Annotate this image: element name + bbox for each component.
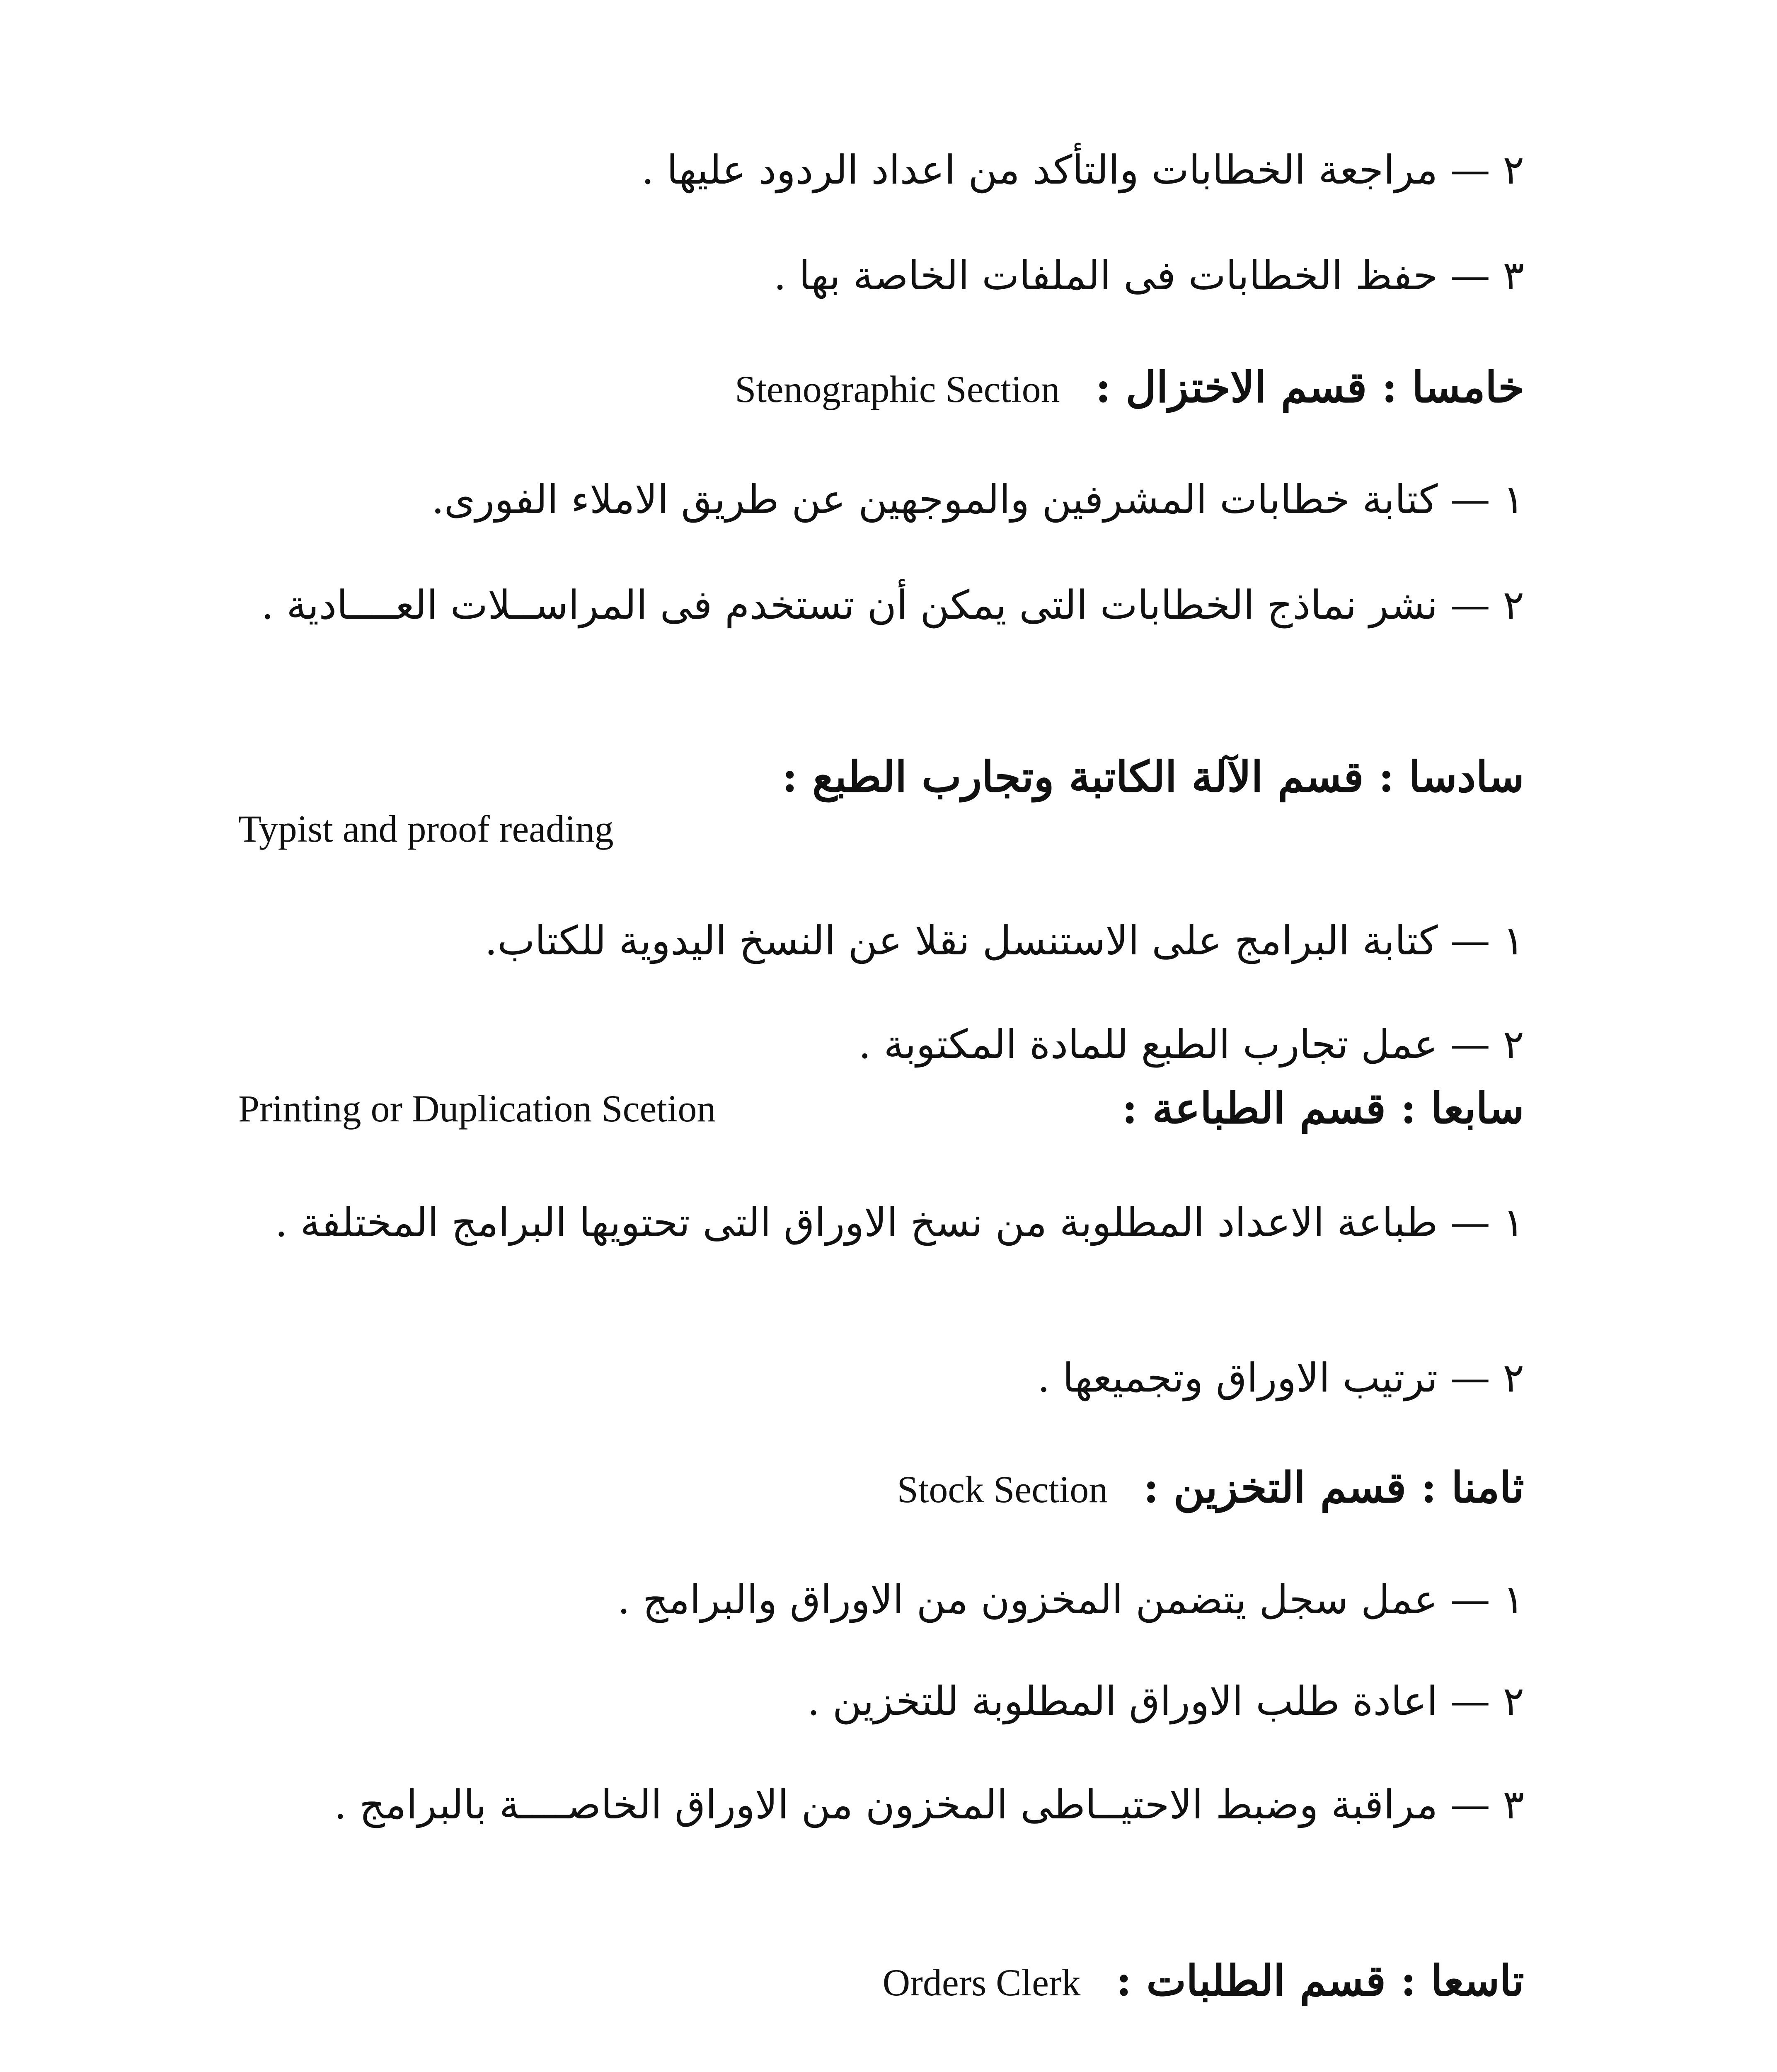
item-review-letters: ٢ — مراجعة الخطابات والتأكد من اعداد الردود عليها . [641, 147, 1524, 193]
item-stock-register: ١ — عمل سجل يتضمن المخزون من الاوراق والبرامج . [617, 1576, 1524, 1623]
item-reorder-papers: ٢ — اعادة طلب الاوراق المطلوبة للتخزين . [807, 1678, 1524, 1724]
section-title-ar: خامسا : قسم الاختزال : [1095, 363, 1524, 412]
section-heading-typist [198, 752, 1524, 802]
item-arrange-papers: ٢ — ترتيب الاوراق وتجميعها . [1037, 1355, 1524, 1401]
section-title-ar: ثامنا : قسم التخزين : [1143, 1463, 1524, 1513]
section-title-en: Stock Section [897, 1468, 1108, 1510]
item-send-student-requests [260, 2070, 1524, 2072]
section-heading-stock [198, 1463, 1524, 1514]
section-title-en: Printing or Duplication Scetion [238, 1087, 716, 1130]
item-print-copies: ١ — طباعة الاعداد المطلوبة من نسخ الاوراق التى تحتويها البرامج المختلفة . [275, 1199, 1524, 1246]
section-title-en: Orders Clerk [882, 1961, 1081, 2004]
section-title-ar: سابعا : قسم الطباعة : [1122, 1084, 1524, 1133]
item-file-letters: ٣ — حفظ الخطابات فى الملفات الخاصة بها . [773, 252, 1524, 299]
item-monitor-reserve: ٣ — مراقبة وضبط الاحتيــاطى المخزون من الاوراق الخاصــــة بالبرامج . [334, 1782, 1524, 1828]
item-publish-letter-templates: ٢ — نشر نماذج الخطابات التى يمكن أن تستخدم فى المراســلات العــــادية . [261, 582, 1524, 628]
item-write-supervisor-letters: ١ — كتابة خطابات المشرفين والموجهين عن طريق الاملاء الفورى. [431, 476, 1524, 523]
section-title-en: Typist and proof reading [238, 808, 614, 850]
section-heading-stenographic [198, 363, 1524, 414]
section-heading-orders [198, 1956, 1524, 2007]
section-title-ar: تاسعا : قسم الطلبات : [1116, 1956, 1524, 2006]
item-proof-printing: ٢ — عمل تجارب الطبع للمادة المكتوبة . [858, 1021, 1524, 1067]
section-title-en: Stenographic Section [735, 368, 1060, 410]
item-stencil-programs: ١ — كتابة البرامج على الاستنسل نقلا عن النسخ اليدوية للكتاب. [484, 917, 1524, 964]
section-title-ar: سادسا : قسم الآلة الكاتبة وتجارب الطبع : [782, 752, 1524, 802]
